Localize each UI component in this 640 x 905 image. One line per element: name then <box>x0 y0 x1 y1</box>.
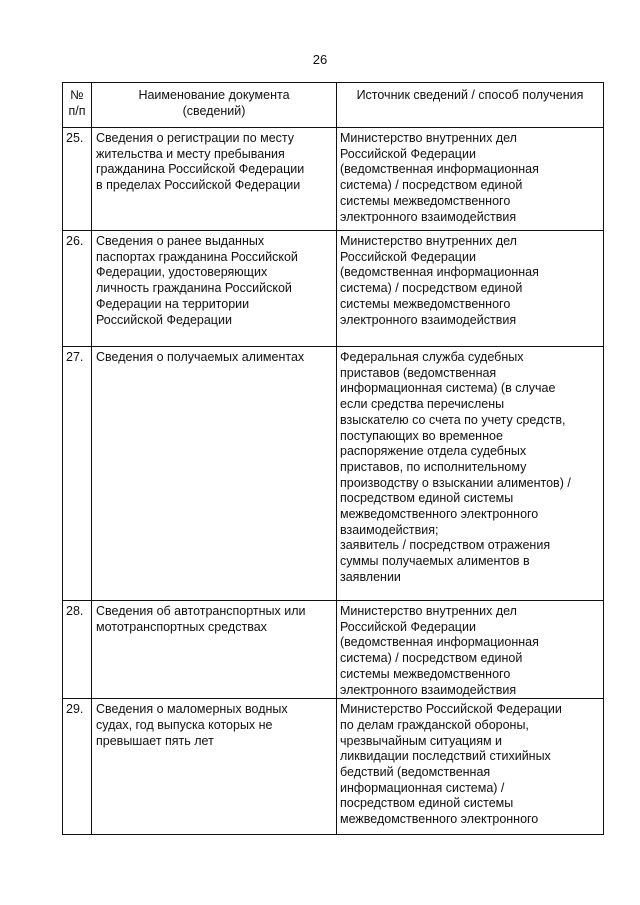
source-line: (ведомственная информационная <box>340 635 539 650</box>
document-name-line: Российской Федерации <box>96 312 232 327</box>
row-number: 27. <box>63 347 92 601</box>
source-line: (ведомственная информационная <box>340 265 539 280</box>
source-line: взаимодействия; <box>340 522 439 537</box>
source-line: электронного взаимодействия <box>340 312 517 327</box>
source-line: Российской Федерации <box>340 146 476 161</box>
source-line: Российской Федерации <box>340 619 476 634</box>
document-name-line: Сведения об автотранспортных или <box>96 604 306 618</box>
document-name-cell <box>92 601 337 699</box>
page-number: 26 <box>312 52 328 67</box>
row-number: 26. <box>63 231 92 347</box>
header-name-line: (сведений) <box>182 103 246 118</box>
column-header-number <box>63 83 92 128</box>
source-line: распоряжение отдела судебных <box>340 444 527 459</box>
document-name-line: Сведения о регистрации по месту <box>96 131 295 145</box>
source-line: система) / посредством единой <box>340 651 523 666</box>
source-line: чрезвычайным ситуациям и <box>340 733 503 748</box>
source-line: межведомственного электронного <box>340 812 539 827</box>
column-header-source <box>337 83 604 128</box>
document-name-line: гражданина Российской Федерации <box>96 162 305 177</box>
document-name-line: Сведения о ранее выданных <box>96 234 265 248</box>
header-source-line: Источник сведений / способ получения <box>356 88 584 102</box>
document-name-line: мототранспортных средствах <box>96 619 267 634</box>
source-line: (ведомственная информационная <box>340 162 539 177</box>
document-name-cell <box>92 699 337 835</box>
source-line: Российской Федерации <box>340 249 476 264</box>
source-line: информационная система) / <box>340 780 505 795</box>
source-line: Министерство внутренних дел <box>340 234 517 248</box>
source-line: по делам гражданской обороны, <box>340 717 529 732</box>
table-row <box>63 699 604 835</box>
source-line: суммы получаемых алиментов в <box>340 554 530 569</box>
document-name-line: Федерации, удостоверяющих <box>96 265 268 280</box>
source-line: системы межведомственного <box>340 666 511 681</box>
source-line: взыскателю со счета по учету средств, <box>340 412 566 427</box>
documents-table <box>62 82 604 835</box>
document-name-cell <box>92 231 337 347</box>
source-line: заявитель / посредством отражения <box>340 538 551 553</box>
document-name-line: Сведения о маломерных водных <box>96 702 288 717</box>
document-name-line: паспортах гражданина Российской <box>96 249 298 264</box>
source-cell <box>337 601 604 699</box>
document-name-line: в пределах Российской Федерации <box>96 178 301 193</box>
table-header-row <box>63 83 604 128</box>
header-name-line: Наименование документа <box>138 88 290 102</box>
source-line: система) / посредством единой <box>340 178 523 193</box>
source-line: система) / посредством единой <box>340 281 523 296</box>
header-number-line: № <box>70 88 84 102</box>
header-number-line: п/п <box>68 103 86 118</box>
column-header-document-name <box>92 83 337 128</box>
source-line: системы межведомственного <box>340 296 511 311</box>
source-cell <box>337 231 604 347</box>
document-name-line: судах, год выпуска которых не <box>96 717 273 732</box>
source-line: заявлении <box>340 569 401 584</box>
source-line: Министерство внутренних дел <box>340 131 517 145</box>
source-line: если средства перечислены <box>340 397 505 412</box>
source-cell <box>337 699 604 835</box>
source-line: межведомственного электронного <box>340 507 539 522</box>
source-line: ликвидации последствий стихийных <box>340 749 551 764</box>
row-number: 28. <box>63 601 92 699</box>
table-row <box>63 601 604 699</box>
source-line: посредством единой системы <box>340 796 514 811</box>
source-line: Министерство Российской Федерации <box>340 702 562 717</box>
row-number: 25. <box>63 128 92 231</box>
source-line: бедствий (ведомственная <box>340 765 491 780</box>
table-row <box>63 128 604 231</box>
source-cell <box>337 347 604 601</box>
source-line: посредством единой системы <box>340 491 514 506</box>
source-cell <box>337 128 604 231</box>
source-line: приставов, по исполнительному <box>340 459 527 474</box>
source-line: системы межведомственного <box>340 193 511 208</box>
source-line: приставов (ведомственная <box>340 365 497 380</box>
document-name-line: Сведения о получаемых алиментах <box>96 350 305 364</box>
document-name-cell <box>92 347 337 601</box>
document-name-cell <box>92 128 337 231</box>
table-row <box>63 347 604 601</box>
source-line: поступающих во временное <box>340 428 503 443</box>
source-line: Министерство внутренних дел <box>340 604 517 618</box>
source-line: электронного взаимодействия <box>340 682 517 697</box>
source-line: информационная система) (в случае <box>340 381 556 396</box>
document-name-line: личность гражданина Российской <box>96 281 292 296</box>
document-name-line: Федерации на территории <box>96 296 250 311</box>
table-row <box>63 231 604 347</box>
document-name-line: превышает пять лет <box>96 733 214 748</box>
source-line: электронного взаимодействия <box>340 209 517 224</box>
document-name-line: жительства и месту пребывания <box>96 146 285 161</box>
source-line: производству о взыскании алиментов) / <box>340 475 571 490</box>
row-number: 29. <box>63 699 92 835</box>
source-line: Федеральная служба судебных <box>340 350 524 364</box>
